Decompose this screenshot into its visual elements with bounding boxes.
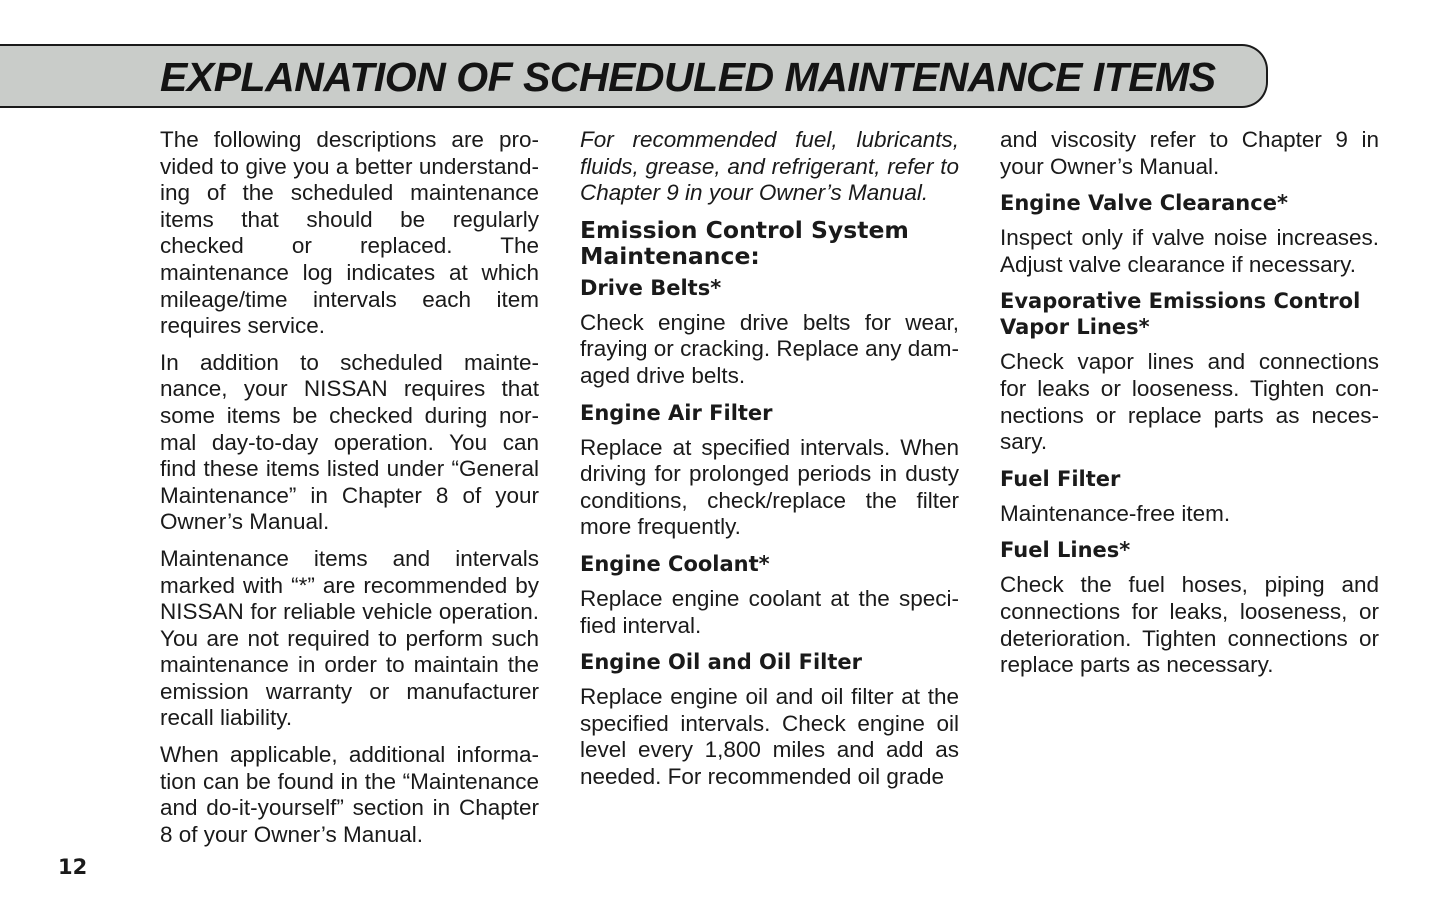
column-right	[1000, 127, 1379, 689]
oil-text: Replace engine oil and oil filter at the specified intervals. Check engine oil level every 1,800 miles and add as needed. For recommended oil grade	[580, 684, 959, 789]
fuel-filter-text: Maintenance-free item.	[1000, 500, 1231, 526]
column-middle	[580, 127, 959, 801]
oil-heading: Engine Oil and Oil Filter	[580, 650, 862, 675]
drive-belts-heading: Drive Belts*	[580, 275, 722, 300]
evap-lines-heading: Evaporative Emissions Control Vapor Lines*	[1000, 289, 1361, 340]
intro-paragraph: The following descriptions are provided to give you a better understanding of the scheduled maintenance items that should be regularly checked or replaced. The maintenance log indicates at which mileage/time intervals each item requires service.	[160, 127, 539, 339]
asterisk-note-paragraph: Maintenance items and intervals marked with “*” are recommended by NISSAN for reliable vehicle operation. You are not required to perform such maintenance in order to maintain the emission warranty or manufacturer recall liability.	[160, 545, 539, 731]
fuel-lines-text: Check the fuel hoses, piping and connections for leaks, looseness, or deterioration. Tighten connections or replace parts as necessary.	[1000, 572, 1379, 678]
page-number: 12	[58, 855, 88, 879]
column-left	[160, 127, 539, 858]
additional-info-paragraph: When applicable, additional information can be found in the “Maintenance and do-it-yourself” section in Chapter 8 of your Owner’s Manual.	[160, 742, 539, 847]
evap-lines-text: Check vapor lines and connections for leaks or looseness. Tighten connections or replace parts as necessary.	[1000, 349, 1379, 455]
air-filter-heading: Engine Air Filter	[580, 400, 773, 425]
fuel-filter-heading: Fuel Filter	[1000, 466, 1121, 491]
coolant-heading: Engine Coolant*	[580, 551, 770, 576]
drive-belts-text: Check engine drive belts for wear, fraying or cracking. Replace any damaged drive belts.	[580, 309, 959, 388]
air-filter-text: Replace at specified intervals. When driving for prolonged periods in dusty conditions, check/replace the filter more frequently.	[580, 434, 959, 540]
coolant-text: Replace engine coolant at the specified interval.	[580, 585, 959, 638]
oil-text-continued: and viscosity refer to Chapter 9 in your Owner’s Manual.	[1000, 127, 1379, 179]
valve-clearance-text: Inspect only if valve noise increases. Adjust valve clearance if necessary.	[1000, 225, 1379, 277]
general-maintenance-paragraph: In addition to scheduled maintenance, your NISSAN requires that some items be checked during normal day-to-day operation. You can find these items listed under “General Maintenance” in Chapter 8 of your Owner’s Manual.	[160, 349, 539, 535]
fluids-reference-note: For recommended fuel, lubricants, fluids, grease, and refrigerant, refer to Chapter 9 in your Owner’s Manual.	[580, 127, 959, 206]
valve-clearance-heading: Engine Valve Clearance*	[1000, 191, 1288, 216]
emission-section-heading: Emission Control System Maintenance:	[580, 215, 909, 270]
page-title: EXPLANATION OF SCHEDULED MAINTENANCE ITEMS	[160, 54, 1216, 100]
fuel-lines-heading: Fuel Lines*	[1000, 538, 1131, 563]
